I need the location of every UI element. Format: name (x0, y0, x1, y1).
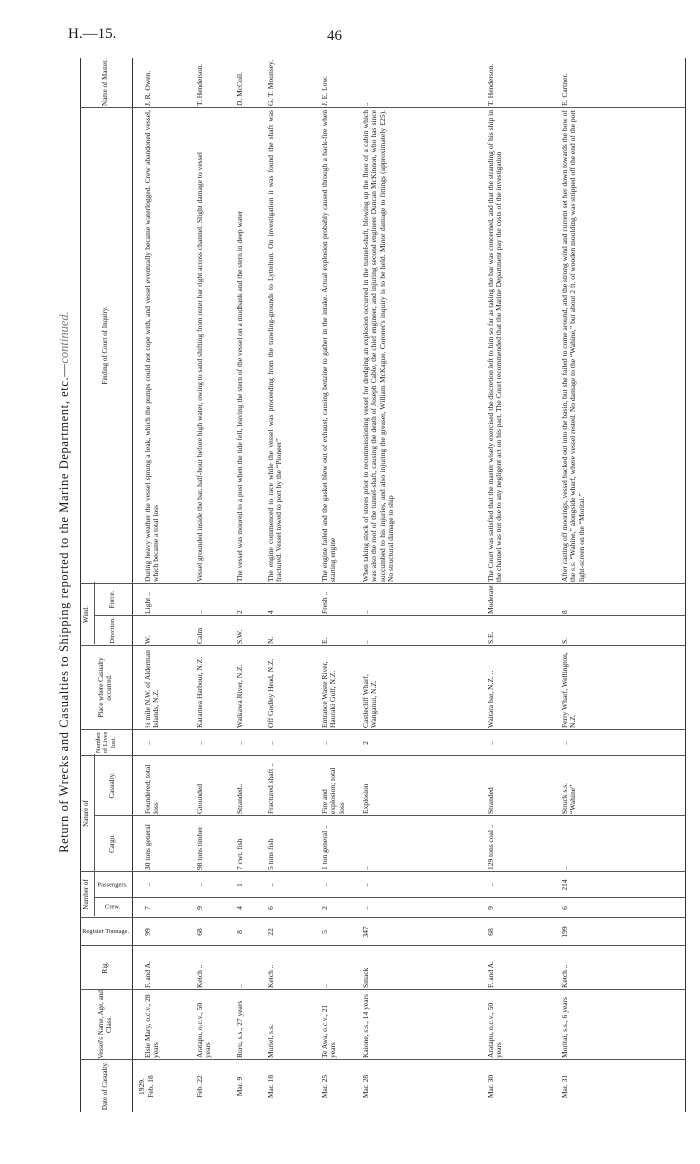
table-title-text: Return of Wrecks and Casualties to Shipping reported to the Marine Department, etc.— (57, 363, 71, 853)
cell-crew: 4 (235, 906, 244, 910)
cell-date: Feb. 18 (146, 1075, 155, 1098)
cell-rig: Ketch .. (560, 964, 569, 988)
cell-lives: .. (195, 741, 204, 745)
col-sep-1 (80, 1059, 686, 1060)
cell-crew: .. (361, 906, 370, 910)
cell-crew: 2 (320, 906, 329, 910)
header-vessel: Vessel's Name, Age, and Class. (97, 990, 113, 1059)
cell-crew: 6 (266, 906, 275, 910)
cell-wind-force: Moderate (486, 585, 495, 614)
cell-cargo: 1 ton general .. (320, 825, 329, 870)
cell-master: J. E. Low. (320, 75, 329, 106)
cell-date: Mar. 28 (361, 1074, 370, 1099)
header-passengers (94, 872, 132, 897)
cell-finding: During heavy weather the vessel sprung a leak, which the pumps could not cope with, and vessel eventually became waterlogged. Crew abandoned vessel, which became a total loss (143, 110, 161, 582)
cell-cargo: 30 tons general (143, 824, 152, 870)
cell-finding: The vessel was moored to a post when the tide fell, leaving the stern of the vessel on a mudbank and the stern in deep water (235, 210, 244, 582)
cell-wind-force: .. (195, 610, 204, 614)
cell-vessel: Aratapu, o.c.v., 50 years (486, 1002, 504, 1058)
cell-place: Off Godley Head, N.Z. (266, 658, 275, 728)
cell-rig: Smack (361, 967, 370, 988)
cell-rig: F. and A. (143, 961, 152, 988)
cell-wind-direction: W. (143, 635, 152, 644)
cell-master: E. Cartner. (560, 73, 569, 106)
cell-finding: After casting off moorings, vessel backed out into the basin, but she failed to come around, and the strong wind and current set her down towards the bow of the s.s. “Wahine,” alongside wharf, where vessel rested. No damage to the “Wahine,” but about 2 ft. of wooden moulding was stripped off the end of the port light-screen on the “Moritai.” (560, 110, 586, 582)
cell-casualty: Grounded (195, 784, 204, 814)
cell-crew: 9 (195, 906, 204, 910)
header-master: Name of Master. (101, 59, 110, 106)
page-number: 46 (327, 28, 342, 44)
cell-passengers: .. (486, 883, 495, 887)
header-tonnage-text: Register Tonnage. (82, 927, 130, 935)
col-sep-10 (80, 645, 686, 646)
cell-finding: Vessel grounded inside the bar, half-hour before high water, owing to sand shifting from outer bar right across channel. Slight damage to vessel (195, 152, 204, 582)
cell-date: Mar. 9 (235, 1076, 244, 1097)
cell-rig: Ketch .. (195, 964, 204, 988)
rotated-table-region (52, 52, 692, 1112)
cell-crew: 9 (486, 906, 495, 910)
cell-wind-force: 8 (560, 610, 569, 614)
cell-tonnage: 99 (143, 928, 152, 936)
cell-date: Feb. 22 (195, 1075, 204, 1098)
cell-casualty: Fractured shaft .. (266, 763, 275, 814)
header-casualty: Casualty. (108, 772, 117, 799)
cell-rig: F. and A. (486, 961, 495, 988)
header-number-of: Number of (82, 879, 91, 910)
header-tonnage (80, 918, 132, 945)
col-sep-12 (80, 583, 686, 584)
cell-lives: .. (320, 741, 329, 745)
cell-cargo: .. (361, 866, 370, 870)
col-sep-11 (94, 615, 686, 616)
header-place: Place where Casualty occurred. (97, 657, 113, 718)
header-crew-text: Crew. (105, 903, 121, 911)
table-title (52, 52, 76, 1112)
header-lives: Number of Lives lost. (95, 731, 117, 754)
cell-lives: .. (266, 741, 275, 745)
cell-place: Ferry Wharf, Wellington, N.Z. (560, 652, 578, 728)
cell-vessel: Muriel, s.s. (266, 1024, 275, 1058)
cell-wind-force: Fresh .. (320, 591, 329, 614)
col-sep-4 (80, 917, 686, 918)
cell-passengers: 214 (560, 879, 569, 891)
cell-rig: .. (235, 984, 244, 988)
cell-rig: Ketch .. (266, 964, 275, 988)
cell-wind-direction: Calm (195, 627, 204, 644)
cell-vessel: Ruru, s.s., 27 years (235, 1000, 244, 1058)
cell-rig: .. (320, 984, 329, 988)
cell-vessel: Elsie Mary, o.c.v., 28 years (143, 994, 161, 1058)
cell-tonnage: 5 (320, 930, 329, 934)
cell-wind-direction: S.W. (235, 629, 244, 644)
col-sep-7 (94, 815, 686, 816)
cell-lives: .. (486, 741, 495, 745)
col-sep-13 (80, 107, 686, 108)
rule-header-bottom (132, 58, 133, 1112)
col-sep-6 (80, 871, 686, 872)
cell-casualty: Explosion (361, 783, 370, 814)
cell-date: Mar. 25 (320, 1074, 329, 1099)
cell-passengers: .. (320, 883, 329, 887)
cell-passengers: .. (266, 883, 275, 887)
cell-master: D. McColl. (235, 72, 244, 106)
cell-wind-direction: N. (266, 636, 275, 644)
cell-finding: When taking stock of stores prior to recommissioning vessel for dredging an explosion occurred in the tunnel-shaft, blowing up the floor of a cabin which was also the roof of the tunnel-shaft, causing the death of Joseph Cable, the chief engineer, and injuring second engineer Duncan McKinnon, who has since succumbed to his injuries, and also injuring the greaser, William McKague. Coroner's inquiry is to be held. Minor damage to fittings (approximately £25). No structural damage to ship (361, 110, 396, 582)
cell-crew: 7 (143, 906, 152, 910)
page-reference: H.—15. (68, 26, 117, 42)
cell-casualty: Struck s.s. “Wahine” (560, 782, 578, 814)
cell-place: Castlecliff Wharf, Wanganui, N.Z. (361, 674, 379, 728)
cell-master: J. R. Owen. (143, 70, 152, 106)
cell-date: Mar. 30 (486, 1074, 495, 1099)
cell-passengers: .. (361, 883, 370, 887)
cell-lives: .. (235, 741, 244, 745)
cell-wind-direction: .. (361, 640, 370, 644)
cell-place: Entrance Waste River, Hauraki Gulf, N.Z. (320, 661, 338, 728)
cell-wind-direction: S.E. (486, 631, 495, 644)
cell-vessel: Kaione, s.s., 14 years (361, 994, 370, 1058)
cell-wind-force: Light .. (143, 592, 152, 614)
cell-casualty: Foundered; total loss (143, 764, 161, 814)
cell-master: G. T. Mounsey. (266, 59, 275, 106)
cell-cargo: 5 tons fish (266, 838, 275, 870)
cell-cargo: 98 tons timber (195, 826, 204, 870)
cell-tonnage: 68 (195, 928, 204, 936)
cell-vessel: Te Awa, o.c.v., 21 years (320, 1004, 338, 1058)
cell-lives: .. (560, 741, 569, 745)
col-sep-8 (80, 755, 686, 756)
cell-cargo: 7 cwt. fish (235, 838, 244, 870)
row-year: 1929. (137, 1078, 146, 1095)
header-rig: Rig. (101, 961, 110, 974)
cell-casualty: Stranded.. (235, 783, 244, 814)
header-wind: Wind. (82, 605, 91, 624)
cell-cargo: .. (560, 866, 569, 870)
cell-passengers: .. (143, 883, 152, 887)
col-sep-9 (80, 729, 686, 730)
cell-tonnage: 347 (361, 926, 370, 938)
cell-finding: The engine failed and the gasket blew out of exhaust, causing benzine to gather in the intake. Actual explosion probably caused through a back-fire when starting engine (320, 110, 338, 582)
header-force: Force. (108, 590, 117, 609)
cell-date: Mar. 31 (560, 1074, 569, 1099)
cell-tonnage: 8 (235, 930, 244, 934)
header-date: Date of Casualty. (101, 1061, 110, 1111)
cell-place: Waitara bar, N.Z. .. (486, 670, 495, 728)
cell-master: T. Henderson. (486, 63, 495, 106)
cell-wind-force: 4 (266, 610, 275, 614)
cell-tonnage: 199 (560, 926, 569, 938)
col-sep-5 (94, 897, 686, 898)
header-direction: Direction. (109, 617, 117, 644)
col-sep-3 (80, 945, 686, 946)
cell-place: ¼ mile N.W. of Alderman Islands, N.Z. (143, 650, 161, 728)
cell-tonnage: 22 (266, 928, 275, 936)
cell-casualty: Fire and explosion; total loss (320, 767, 346, 814)
cell-wind-force: .. (361, 610, 370, 614)
cell-casualty: Stranded (486, 787, 495, 814)
cell-vessel: Moritai, s.s., 6 years (560, 996, 569, 1058)
cell-cargo: 129 tons coal .. (486, 824, 495, 870)
cell-place: Karamea Harbour, N.Z. (195, 656, 204, 728)
cell-passengers: .. (195, 883, 204, 887)
casualty-table (80, 58, 686, 1112)
cell-master: .. (361, 102, 370, 106)
cell-lives: 2 (361, 741, 370, 745)
cell-wind-direction: S. (560, 637, 569, 644)
cell-finding: The engine commenced to race while the vessel was proceeding from the trawling-grounds to Lyttelton. On investigation it was found the shaft was fractured. Vessel towed to port by the “Pioneer” (266, 110, 284, 582)
cell-wind-force: 2 (235, 610, 244, 614)
header-crew (94, 898, 132, 917)
header-cargo: Cargo. (108, 834, 117, 853)
cell-tonnage: 68 (486, 928, 495, 936)
cell-date: Mar. 18 (266, 1074, 275, 1099)
cell-master: T. Henderson. (195, 63, 204, 106)
cell-passengers: 1 (235, 883, 244, 887)
header-finding: Finding of Court of Inquiry. (101, 306, 110, 385)
header-nature-of: Nature of (82, 800, 91, 827)
cell-crew: 6 (560, 906, 569, 910)
cell-lives: .. (143, 741, 152, 745)
header-passengers-text: Passengers. (97, 880, 129, 888)
cell-vessel: Aratapu, o.c.v., 50 years (195, 1002, 213, 1058)
rule-bottom (685, 58, 686, 1112)
table-title-continued: continued. (57, 311, 71, 364)
col-sep-2 (80, 989, 686, 990)
cell-place: Waikawa River, N.Z. (235, 664, 244, 728)
cell-finding: The Court was satisfied that the master wisely exercised the discretion left to him so far as taking the bar was concerned, and that the stranding of his ship in the channel was not due to any negligent act on his part. The Court recommended that the Marine Department pay the costs of the investigation (486, 110, 504, 582)
cell-wind-direction: E. (320, 637, 329, 644)
